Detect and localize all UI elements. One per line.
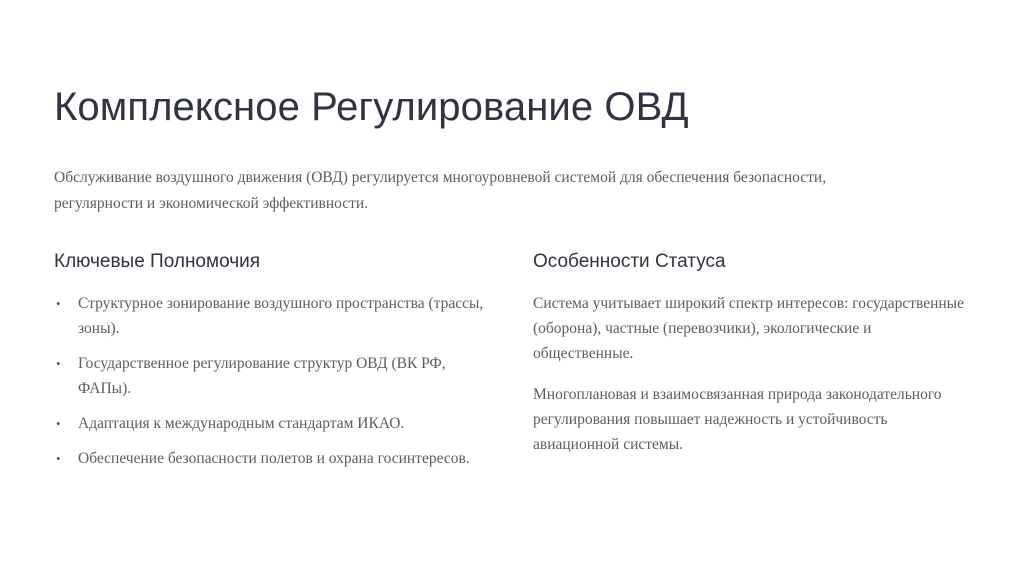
- bullet-icon: •: [56, 296, 61, 311]
- slide-title: Комплексное Регулирование ОВД: [54, 85, 689, 129]
- intro-paragraph: Обслуживание воздушного движения (ОВД) регулируется многоуровневой системой для обеспечения безопасности, регулярности и экономической эффективности.: [54, 169, 827, 212]
- bullet-icon: •: [56, 416, 61, 431]
- list-item: [54, 446, 494, 471]
- list-item-text: Обеспечение безопасности полетов и охрана госинтересов.: [78, 450, 470, 467]
- list-item-text: Адаптация к международным стандартам ИКАО.: [78, 415, 405, 432]
- list-item: [54, 291, 494, 341]
- list-item: [54, 411, 494, 436]
- status-features-heading: Особенности Статуса: [533, 251, 726, 272]
- list-item-text: Структурное зонирование воздушного пространства (трассы, зоны).: [78, 295, 484, 337]
- list-item-text: Государственное регулирование структур ОВД (ВК РФ, ФАПы).: [78, 355, 446, 397]
- status-paragraph-interests: Система учитывает широкий спектр интересов: государственные (оборона), частные (перевозчики), экологические и общественные.: [533, 295, 964, 362]
- list-item: [54, 351, 494, 401]
- status-paragraph-regulation: Многоплановая и взаимосвязанная природа законодательного регулирования повышает надежность и устойчивость авиационной системы.: [533, 386, 942, 453]
- key-powers-heading: Ключевые Полномочия: [54, 251, 261, 272]
- bullet-icon: •: [56, 451, 61, 466]
- bullet-icon: •: [56, 356, 61, 371]
- key-powers-list: [54, 291, 494, 481]
